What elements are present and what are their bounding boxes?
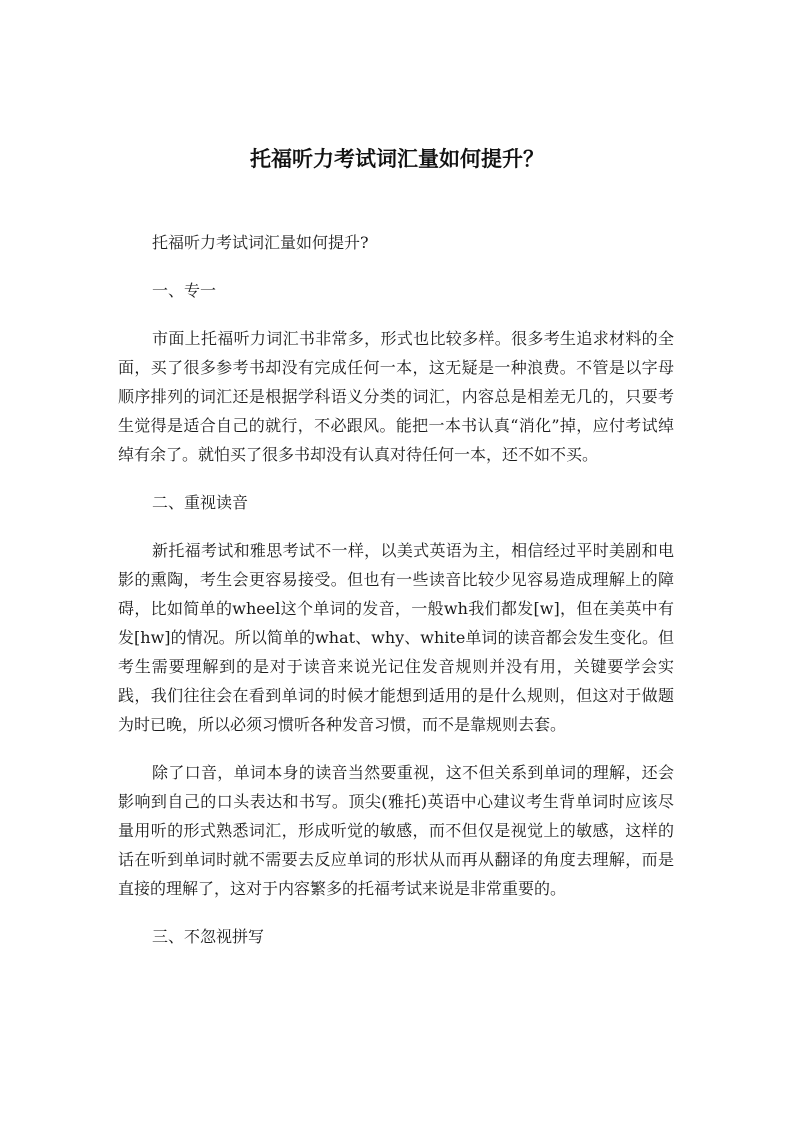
section-heading-2: 二、重视读音 [152,493,249,512]
document-body [118,228,674,970]
body-paragraph: 市面上托福听力词汇书非常多，形式也比较多样。很多考生追求材料的全面，买了很多参考书却没有完成任何一本，这无疑是一种浪费。不管是以字母顺序排列的词汇还是根据学科语义分类的词汇，内容总是相差无几的，只要考生觉得是适合自己的就行，不必跟风。能把一本书认真“消化”掉，应付考试绰绰有余了。就怕买了很多书却没有认真对待任何一本，还不如不买。 [118,329,674,464]
section-heading-3: 三、不忽视拼写 [152,927,265,946]
intro-question: 托福听力考试词汇量如何提升? [152,233,369,252]
body-paragraph: 除了口音，单词本身的读音当然要重视，这不但关系到单词的理解，还会影响到自己的口头表达和书写。顶尖(雅托)英语中心建议考生背单词时应该尽量用听的形式熟悉词汇，形成听觉的敏感，而不但仅是视觉上的敏感，这样的话在听到单词时就不需要去反应单词的形状从而再从翻译的角度去理解，而是直接的理解了，这对于内容繁多的托福考试来说是非常重要的。 [118,763,674,898]
document-title: 托福听力考试词汇量如何提升？ [250,147,544,171]
section-heading-1: 一、专一 [152,281,217,300]
body-paragraph: 新托福考试和雅思考试不一样，以美式英语为主，相信经过平时美剧和电影的熏陶，考生会更容易接受。但也有一些读音比较少见容易造成理解上的障碍，比如简单的wheel这个单词的发音，一般wh我们都发[w]，但在美英中有发[hw]的情况。所以简单的what、why、white单词的读音都会发生变化。但考生需要理解到的是对于读音来说光记住发音规则并没有用，关键要学会实践，我们往往会在看到单词的时候才能想到适用的是什么规则，但这对于做题为时已晚，所以必须习惯听各种发音习惯，而不是靠规则去套。 [118,541,674,734]
